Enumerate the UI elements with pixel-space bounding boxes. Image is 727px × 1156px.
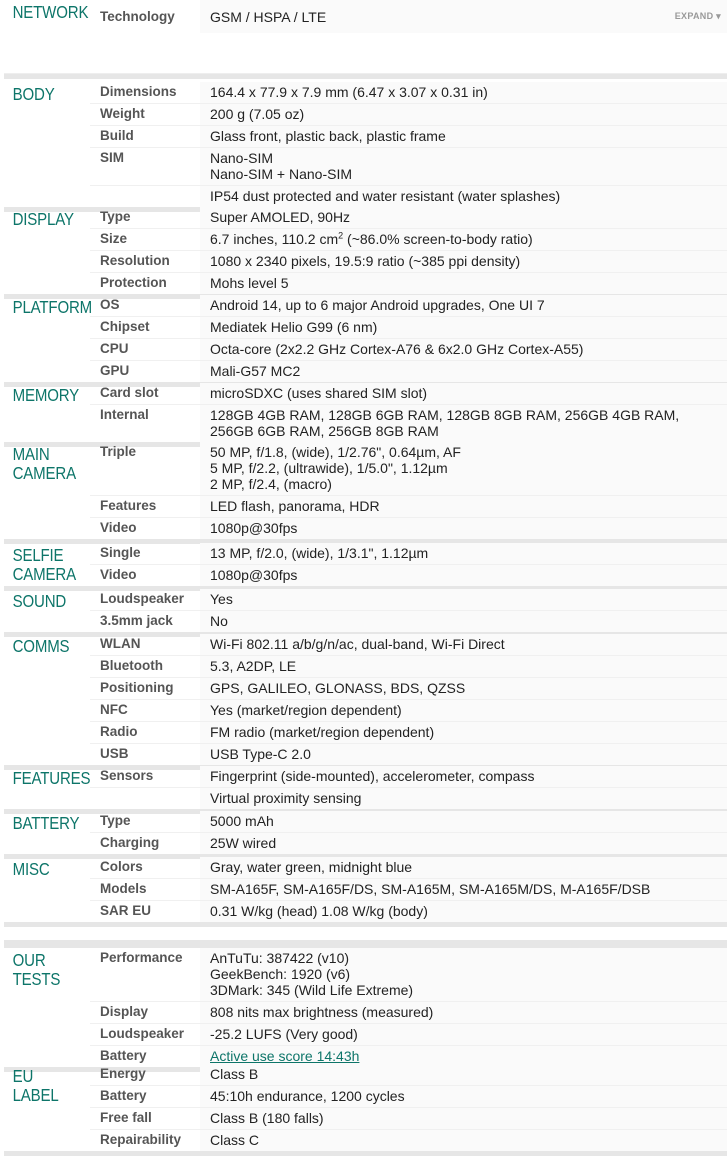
spec-value: Virtual proximity sensing	[200, 788, 727, 809]
spec-row	[90, 788, 727, 809]
spec-value: Gray, water green, midnight blue	[200, 857, 727, 878]
spec-section	[4, 811, 727, 859]
spec-label: Charging	[100, 835, 160, 850]
section-title[interactable]: OUR TESTS	[12, 950, 61, 989]
spec-value: IP54 dust protected and water resistant (water splashes)	[200, 186, 727, 207]
section-title[interactable]: NETWORK	[12, 2, 89, 22]
spec-value: Mediatek Helio G99 (6 nm)	[200, 317, 727, 338]
spec-value: GPS, GALILEO, GLONASS, BDS, QZSS	[200, 678, 727, 699]
spec-label: Single	[100, 545, 141, 560]
spec-row	[90, 589, 727, 611]
spec-row	[90, 678, 727, 700]
spec-value: Super AMOLED, 90Hz	[200, 207, 727, 228]
spec-value: AnTuTu: 387422 (v10) GeekBench: 1920 (v6) 3DMark: 345 (Wild Life Extreme)	[200, 948, 727, 1001]
spec-row	[90, 317, 727, 339]
spec-value: Yes	[200, 589, 727, 610]
spec-section	[4, 383, 727, 447]
spec-label: Video	[100, 520, 137, 535]
spec-value: Mali-G57 MC2	[200, 361, 727, 382]
spec-label: Dimensions	[100, 84, 177, 99]
spec-value: Yes (market/region dependent)	[200, 700, 727, 721]
spec-row	[90, 273, 727, 294]
spec-label: 3.5mm jack	[100, 613, 173, 628]
spec-row	[90, 229, 727, 251]
spec-label: Triple	[100, 444, 137, 459]
spec-value: Class B (180 falls)	[200, 1108, 727, 1129]
spec-label: Resolution	[100, 253, 170, 268]
spec-row	[90, 833, 727, 854]
spec-label: Type	[100, 813, 131, 828]
spec-section	[4, 543, 727, 591]
spec-row	[90, 1064, 727, 1086]
spec-label: Chipset	[100, 319, 150, 334]
spec-row	[90, 700, 727, 722]
spec-value: 50 MP, f/1.8, (wide), 1/2.76", 0.64µm, AF 5 MP, f/2.2, (ultrawide), 1/5.0", 1.12µm 2 MP, f/2.4, (macro)	[200, 442, 727, 495]
spec-label	[90, 186, 200, 207]
spec-row	[90, 104, 727, 126]
spec-row	[90, 251, 727, 273]
spec-value: GSM / HSPA / LTE	[200, 0, 727, 33]
spec-row	[90, 361, 727, 382]
spec-row	[90, 565, 727, 586]
spec-value: 808 nits max brightness (measured)	[200, 1002, 727, 1023]
spec-row	[90, 496, 727, 518]
spec-label: Video	[100, 567, 137, 582]
spec-value: No	[200, 611, 727, 632]
spec-section	[4, 766, 727, 814]
spec-value: 25W wired	[200, 833, 727, 854]
spec-value: FM radio (market/region dependent)	[200, 722, 727, 743]
spec-value: 1080p@30fps	[200, 518, 727, 539]
spec-value: -25.2 LUFS (Very good)	[200, 1024, 727, 1045]
spec-section	[4, 82, 727, 212]
spec-value: 1080p@30fps	[200, 565, 727, 586]
section-title[interactable]: SOUND	[12, 591, 67, 611]
spec-label: Card slot	[100, 385, 159, 400]
spec-label: Battery	[100, 1088, 147, 1103]
spec-label: USB	[100, 746, 129, 761]
spec-value: 0.31 W/kg (head) 1.08 W/kg (body)	[200, 901, 727, 922]
spec-row	[90, 295, 727, 317]
spec-row	[90, 722, 727, 744]
spec-value: microSDXC (uses shared SIM slot)	[200, 383, 727, 404]
spec-label	[90, 788, 200, 809]
spec-label: Technology	[100, 9, 175, 24]
spec-value: LED flash, panorama, HDR	[200, 496, 727, 517]
spec-row	[90, 1024, 727, 1046]
spec-label: Size	[100, 231, 128, 246]
spec-value: Fingerprint (side-mounted), accelerometer, compass	[200, 766, 727, 787]
spec-label: CPU	[100, 341, 129, 356]
spec-label: Build	[100, 128, 134, 143]
spec-row	[90, 148, 727, 186]
spec-section	[4, 589, 727, 637]
spec-section	[4, 442, 727, 544]
spec-label: Bluetooth	[100, 658, 163, 673]
spec-row	[90, 879, 727, 901]
spec-label: Internal	[100, 407, 149, 422]
section-title[interactable]: BODY	[12, 84, 55, 104]
spec-row	[90, 811, 727, 833]
spec-label: NFC	[100, 702, 128, 717]
spec-row	[90, 1130, 727, 1151]
spec-row	[90, 543, 727, 565]
spec-label: Energy	[100, 1066, 146, 1081]
spec-section	[4, 1064, 727, 1156]
section-title[interactable]: DISPLAY	[12, 209, 74, 229]
spec-section	[4, 295, 727, 387]
spec-value: 200 g (7.05 oz)	[200, 104, 727, 125]
spec-value: 5000 mAh	[200, 811, 727, 832]
spec-value: USB Type-C 2.0	[200, 744, 727, 765]
spec-row	[90, 339, 727, 361]
spec-label: Free fall	[100, 1110, 152, 1125]
spec-row	[90, 0, 727, 33]
section-title[interactable]: PLATFORM	[12, 297, 93, 317]
ad-spacer	[4, 33, 727, 74]
spec-label: Weight	[100, 106, 145, 121]
spec-row	[90, 611, 727, 632]
spec-row	[90, 383, 727, 405]
spec-label: Features	[100, 498, 157, 513]
section-title[interactable]: SELFIE CAMERA	[12, 545, 76, 584]
spec-label: WLAN	[100, 636, 141, 651]
spec-label: Repairability	[100, 1132, 182, 1147]
section-title[interactable]: MISC	[12, 859, 50, 879]
spec-value: 13 MP, f/2.0, (wide), 1/3.1", 1.12µm	[200, 543, 727, 564]
spec-value: Mohs level 5	[200, 273, 727, 294]
section-title[interactable]: MAIN CAMERA	[12, 444, 76, 483]
spec-row	[90, 405, 727, 442]
spec-value: Class C	[200, 1130, 727, 1151]
expand-button[interactable]: EXPAND ▾	[674, 11, 721, 21]
spec-value: 128GB 4GB RAM, 128GB 6GB RAM, 128GB 8GB RAM, 256GB 4GB RAM, 256GB 6GB RAM, 256GB 8GB RAM	[200, 405, 727, 442]
spec-label: Display	[100, 1004, 149, 1019]
spec-section	[4, 634, 727, 770]
section-title[interactable]: EU LABEL	[12, 1066, 59, 1105]
spec-label: Sensors	[100, 768, 154, 783]
spec-row	[90, 1086, 727, 1108]
spec-row	[90, 744, 727, 765]
spec-value: Class B	[200, 1064, 727, 1085]
spec-label: OS	[100, 297, 120, 312]
spec-value: SM-A165F, SM-A165F/DS, SM-A165M, SM-A165M/DS, M-A165F/DSB	[200, 879, 727, 900]
spec-row	[90, 126, 727, 148]
spec-section	[4, 857, 727, 927]
spec-row	[90, 656, 727, 678]
spec-value: Glass front, plastic back, plastic frame	[200, 126, 727, 147]
spec-row	[90, 442, 727, 496]
spec-row	[90, 634, 727, 656]
spec-label: Performance	[100, 950, 183, 965]
spec-value: Octa-core (2x2.2 GHz Cortex-A76 & 6x2.0 GHz Cortex-A55)	[200, 339, 727, 360]
spec-row	[90, 186, 727, 207]
spec-row	[90, 766, 727, 788]
spec-row	[90, 857, 727, 879]
section-title[interactable]: COMMS	[12, 636, 70, 656]
spec-section	[4, 940, 727, 1072]
spec-row	[90, 901, 727, 922]
spec-label: Models	[100, 881, 147, 896]
spec-section	[4, 207, 727, 299]
spec-section	[4, 0, 727, 79]
spec-label: Battery	[100, 1048, 147, 1063]
spec-value: 164.4 x 77.9 x 7.9 mm (6.47 x 3.07 x 0.31 in)	[200, 82, 727, 103]
spec-row	[90, 1002, 727, 1024]
spec-label: SAR EU	[100, 903, 152, 918]
spec-value: 1080 x 2340 pixels, 19.5:9 ratio (~385 ppi density)	[200, 251, 727, 272]
spec-label: Positioning	[100, 680, 174, 695]
spec-row	[90, 207, 727, 229]
spec-value: Nano-SIM Nano-SIM + Nano-SIM	[200, 148, 727, 185]
section-title[interactable]: FEATURES	[12, 768, 91, 788]
spec-value: Android 14, up to 6 major Android upgrades, One UI 7	[200, 295, 727, 316]
spec-row	[90, 1108, 727, 1130]
spec-value: 6.7 inches, 110.2 $cm^2$ (~86.0% screen-to-body ratio)	[200, 229, 727, 250]
spec-value: 45:10h endurance, 1200 cycles	[200, 1086, 727, 1107]
spec-value: 5.3, A2DP, LE	[200, 656, 727, 677]
spec-label: Loudspeaker	[100, 591, 185, 606]
spec-label: GPU	[100, 363, 130, 378]
battery-score-link[interactable]: Active use score 14:43h	[210, 1048, 360, 1064]
spec-row	[90, 518, 727, 539]
section-title[interactable]: MEMORY	[12, 385, 80, 405]
spec-label: SIM	[100, 150, 125, 165]
spec-label: Radio	[100, 724, 138, 739]
spec-label: Colors	[100, 859, 143, 874]
spec-row	[90, 82, 727, 104]
spec-label: Type	[100, 209, 131, 224]
spec-label: Protection	[100, 275, 167, 290]
spec-value: Wi-Fi 802.11 a/b/g/n/ac, dual-band, Wi-Fi Direct	[200, 634, 727, 655]
spec-label: Loudspeaker	[100, 1026, 185, 1041]
spec-row	[90, 948, 727, 1002]
section-title[interactable]: BATTERY	[12, 813, 80, 833]
